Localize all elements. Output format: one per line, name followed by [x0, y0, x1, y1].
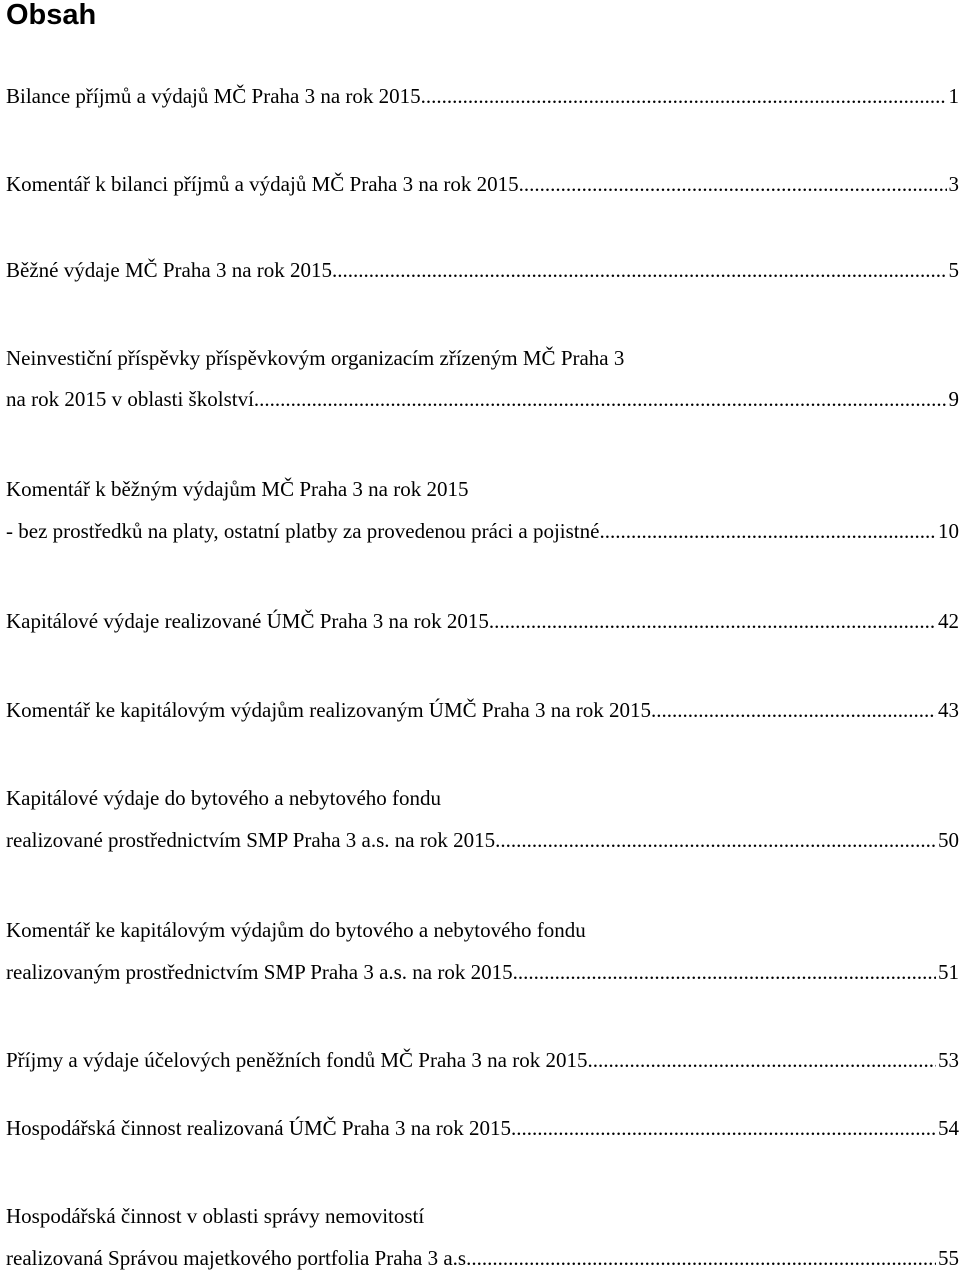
toc-entry-text-line: Hospodářská činnost v oblasti správy nemovitostí: [6, 1204, 425, 1228]
toc-page-number: 54: [938, 1116, 959, 1140]
toc-entry-bilance[interactable]: [6, 83, 959, 109]
toc-entry-komentar-bytovy-fond[interactable]: [6, 917, 959, 985]
toc-leader-dots: [651, 697, 936, 723]
toc-page-number: 55: [938, 1246, 959, 1270]
toc-leader-dots: [587, 1047, 936, 1073]
toc-leader-dots: [513, 959, 936, 985]
toc-entry-text: na rok 2015 v oblasti školství: [6, 387, 254, 411]
toc-leader-dots: [599, 518, 936, 544]
toc-entry-text: realizovaná Správou majetkového portfolia Praha 3 a.s.: [6, 1246, 472, 1270]
toc-page-number: 1: [948, 84, 959, 108]
toc-page-number: 50: [938, 828, 959, 852]
toc-leader-dots: [489, 608, 936, 634]
toc-entry-komentar-bezne[interactable]: [6, 476, 959, 544]
toc-entry-text: realizované prostřednictvím SMP Praha 3 a.s. na rok 2015: [6, 828, 496, 852]
toc-entry-bezne-vydaje[interactable]: [6, 257, 959, 283]
toc-leader-dots: [421, 83, 947, 109]
toc-entry-kapitalove-bytovy-fond[interactable]: [6, 785, 959, 853]
toc-entry-neinvesticni-prispevky[interactable]: [6, 345, 959, 412]
toc-entry-text: Příjmy a výdaje účelových peněžních fondů MČ Praha 3 na rok 2015: [6, 1048, 588, 1072]
toc-entry-text: Kapitálové výdaje realizované ÚMČ Praha 3 na rok 2015: [6, 609, 489, 633]
toc-entry-text: Běžné výdaje MČ Praha 3 na rok 2015.: [6, 258, 338, 282]
toc-entry-text: realizovaným prostřednictvím SMP Praha 3 a.s. na rok 2015: [6, 960, 513, 984]
toc-entry-hospodarska-nemovitosti[interactable]: [6, 1203, 959, 1271]
toc-leader-dots: [254, 386, 947, 412]
toc-entry-text: Komentář k bilanci příjmů a výdajů MČ Praha 3 na rok 2015: [6, 172, 519, 196]
toc-entry-kapitalove-vydaje[interactable]: [6, 608, 959, 634]
toc-leader-dots: [519, 171, 947, 197]
toc-page-number: 10: [938, 519, 959, 543]
toc-page-number: 51: [938, 960, 959, 984]
toc-entry-komentar-kapitalove[interactable]: [6, 697, 959, 723]
toc-entry-text-line: Kapitálové výdaje do bytového a nebytového fondu: [6, 786, 442, 810]
toc-entry-text: - bez prostředků na platy, ostatní platby za provedenou práci a pojistné: [6, 519, 600, 543]
toc-entry-text-line: Neinvestiční příspěvky příspěvkovým organizacím zřízeným MČ Praha 3: [6, 346, 625, 370]
toc-leader-dots: [495, 827, 936, 853]
toc-page-number: 5: [948, 258, 959, 282]
toc-entry-hospodarska-cinnost[interactable]: [6, 1115, 959, 1141]
toc-leader-dots: [511, 1115, 936, 1141]
toc-page-number: 3: [948, 172, 959, 196]
toc-page-number: 43: [938, 698, 959, 722]
toc-entry-text-line: Komentář k běžným výdajům MČ Praha 3 na rok 2015: [6, 477, 469, 501]
toc-entry-ucelove-fondy[interactable]: [6, 1047, 959, 1073]
toc-entry-text: Komentář ke kapitálovým výdajům realizovaným ÚMČ Praha 3 na rok 2015: [6, 698, 652, 722]
toc-page-number: 42: [938, 609, 959, 633]
toc-leader-dots: [337, 257, 946, 283]
toc-page-number: 53: [938, 1048, 959, 1072]
toc-entry-text: Bilance příjmů a výdajů MČ Praha 3 na rok 2015: [6, 84, 421, 108]
toc-entry-text-line: Komentář ke kapitálovým výdajům do bytového a nebytového fondu: [6, 918, 586, 942]
page-title: Obsah: [6, 0, 97, 31]
toc-page-number: 9: [948, 387, 959, 411]
toc-entry-komentar-bilance[interactable]: [6, 171, 959, 197]
toc-entry-text: Hospodářská činnost realizovaná ÚMČ Praha 3 na rok 2015: [6, 1116, 512, 1140]
toc-leader-dots: [471, 1245, 936, 1271]
